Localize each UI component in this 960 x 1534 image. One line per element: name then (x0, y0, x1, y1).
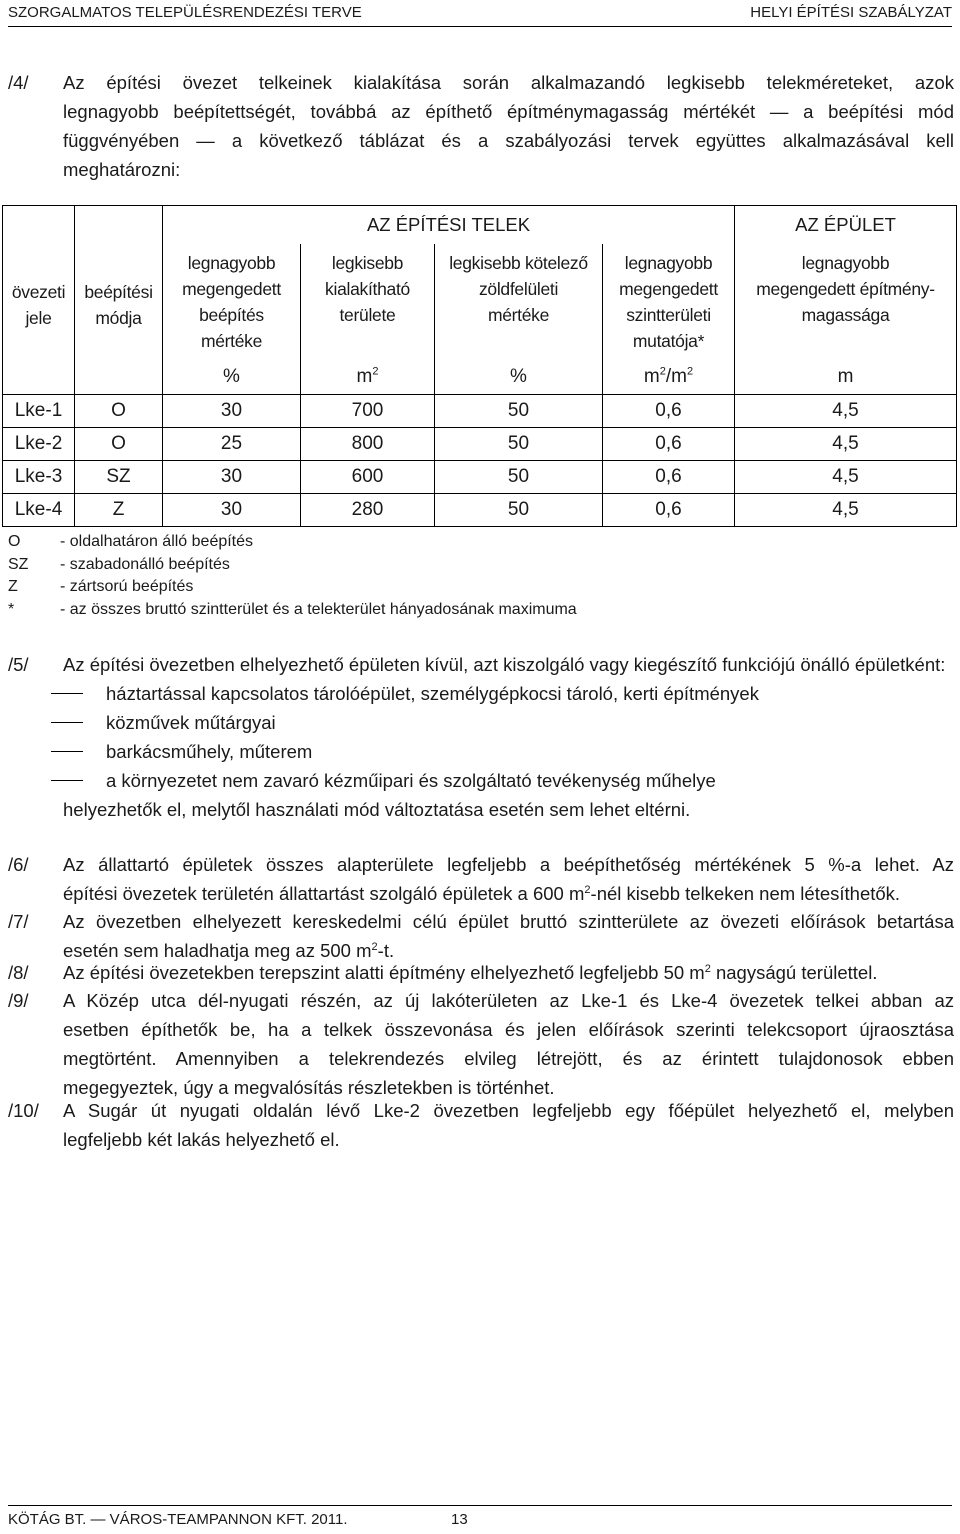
unit-meter: m (735, 360, 957, 395)
paragraph-number: /9/ (8, 990, 29, 1011)
table-row (3, 494, 957, 527)
cell-green: 50 (435, 395, 603, 428)
paragraph-10 (8, 1096, 954, 1154)
header-title: SZORGALMATOS TELEPÜLÉSRENDEZÉSI TERVE (8, 4, 362, 21)
header-min-area: legkisebb kialakítható területe (301, 244, 435, 360)
header-subtitle: HELYI ÉPÍTÉSI SZABÁLYZAT (750, 4, 952, 21)
cell-mode: O (75, 428, 163, 461)
header-floor-ratio: legnagyobb megengedett szintterületi mutatója* (603, 244, 735, 360)
cell-height: 4,5 (735, 428, 957, 461)
cell-area: 800 (301, 428, 435, 461)
paragraph-8 (8, 958, 954, 987)
header-max-height: legnagyobb megengedett építmény- magassága (735, 244, 957, 360)
header-max-coverage: legnagyobb megengedett beépítés mértéke (163, 244, 301, 360)
group-header-plot: AZ ÉPÍTÉSI TELEK (163, 206, 735, 245)
cell-coverage: 30 (163, 494, 301, 527)
paragraph-line: Az építési övezet telkeinek kialakítása során alkalmazandó legkisebb telekméreteket, azok (63, 72, 954, 93)
paragraph-number: /5/ (8, 654, 29, 675)
paragraph-line: megegyeztek, úgy a megvalósítás részletekben is történhet. (63, 1077, 555, 1098)
cell-mode: O (75, 395, 163, 428)
unit-m2: $m^2$ (301, 360, 435, 395)
paragraph-line: A Sugár út nyugati oldalán lévő Lke-2 övezetben legfeljebb egy főépület helyezhető el, melyben (63, 1100, 954, 1121)
cell-zone: Lke-2 (3, 428, 75, 461)
cell-floor-ratio: 0,6 (603, 494, 735, 527)
paragraph-line: A Közép utca dél-nyugati részén, az új lakóterületen az Lke-1 és Lke-4 övezetek telkei abban az (63, 990, 954, 1011)
paragraph-line: függvényében — a következő táblázat és a szabályozási tervek együttes alkalmazásával kell (63, 130, 954, 151)
cell-area: 280 (301, 494, 435, 527)
paragraph-number: /7/ (8, 911, 29, 932)
paragraph-line: meghatározni: (63, 159, 181, 180)
paragraph-line: Az állattartó épületek összes alapterülete legfeljebb a beépíthetőség mértékének 5 %-a lehet. Az (63, 854, 954, 875)
paragraph-number: /6/ (8, 854, 29, 875)
cell-zone: Lke-4 (3, 494, 75, 527)
cell-area: 600 (301, 461, 435, 494)
paragraph-line: legnagyobb beépítettségét, továbbá az építhető építménymagasság mértékét — a beépítési mód (63, 101, 954, 122)
cell-green: 50 (435, 428, 603, 461)
cell-floor-ratio: 0,6 (603, 428, 735, 461)
paragraph-9 (8, 986, 954, 1102)
cell-coverage: 25 (163, 428, 301, 461)
cell-coverage: 30 (163, 461, 301, 494)
page-number: 13 (451, 1511, 468, 1528)
cell-zone: Lke-3 (3, 461, 75, 494)
paragraph-line: Az építési övezetekben terepszint alatti építmény elhelyezhető legfeljebb 50 $m^2$ nagyságú területtel. (63, 962, 878, 983)
page-header (8, 0, 952, 27)
header-zone-code: övezeti jele (3, 206, 75, 361)
header-building-mode: beépítési módja (75, 206, 163, 361)
paragraph-line: Az övezetben elhelyezett kereskedelmi célú épület bruttó szintterülete az övezeti előírások betartása (63, 911, 954, 932)
page-footer (8, 1505, 952, 1528)
paragraph-4 (8, 68, 954, 184)
paragraph-7 (8, 907, 954, 965)
paragraph-line: legfeljebb két lakás helyezhető el. (63, 1129, 340, 1150)
cell-height: 4,5 (735, 494, 957, 527)
table-row (3, 461, 957, 494)
paragraph-number: /10/ (8, 1100, 39, 1121)
cell-area: 700 (301, 395, 435, 428)
unit-percent: % (163, 360, 301, 395)
cell-height: 4,5 (735, 461, 957, 494)
list-item: háztartással kapcsolatos tárolóépület, személygépkocsi tároló, kerti építmények (63, 679, 954, 708)
cell-floor-ratio: 0,6 (603, 395, 735, 428)
header-min-green: legkisebb kötelező zöldfelületi mértéke (435, 244, 603, 360)
cell-height: 4,5 (735, 395, 957, 428)
cell-mode: Z (75, 494, 163, 527)
paragraph-5 (8, 650, 954, 824)
paragraph-intro: Az építési övezetben elhelyezhető épületen kívül, azt kiszolgáló vagy kiegészítő funkciójú önálló épületként: (63, 654, 946, 675)
paragraph-line: építési övezetek területén állattartást szolgáló épületek a 600 $m^2$-nél kisebb telkeken nem létesíthetők. (63, 883, 901, 904)
cell-green: 50 (435, 461, 603, 494)
table-row (3, 428, 957, 461)
unit-m2-per-m2: $m^2/m^2$ (603, 360, 735, 395)
list-item: a környezetet nem zavaró kézműipari és szolgáltató tevékenység műhelye (63, 766, 954, 795)
footer-authors: KÖTÁG BT. — VÁROS-TEAMPANNON KFT. 2011. (8, 1511, 348, 1528)
paragraph-line: megtörtént. Amennyiben a telekrendezés elvileg létrejött, és az érintett tulajdonosok ebben (63, 1048, 954, 1069)
paragraph-line: esetén sem haladhatja meg az 500 $m^2-t$. (63, 940, 395, 961)
list-item: közművek műtárgyai (63, 708, 954, 737)
paragraph-outro: helyezhetők el, melytől használati mód változtatása esetén sem lehet eltérni. (63, 799, 691, 820)
paragraph-number: /8/ (8, 962, 29, 983)
group-header-building: AZ ÉPÜLET (735, 206, 957, 245)
cell-zone: Lke-1 (3, 395, 75, 428)
cell-mode: SZ (75, 461, 163, 494)
list-item: barkácsműhely, műterem (63, 737, 954, 766)
cell-coverage: 30 (163, 395, 301, 428)
paragraph-6 (8, 850, 954, 908)
zoning-table (2, 205, 957, 527)
cell-floor-ratio: 0,6 (603, 461, 735, 494)
unit-percent: % (435, 360, 603, 395)
table-row (3, 395, 957, 428)
paragraph-number: /4/ (8, 72, 29, 93)
cell-green: 50 (435, 494, 603, 527)
paragraph-line: esetben építhetők be, ha a telkek összevonása és jelen előírások szerinti telekcsoport újraosztása (63, 1019, 954, 1040)
